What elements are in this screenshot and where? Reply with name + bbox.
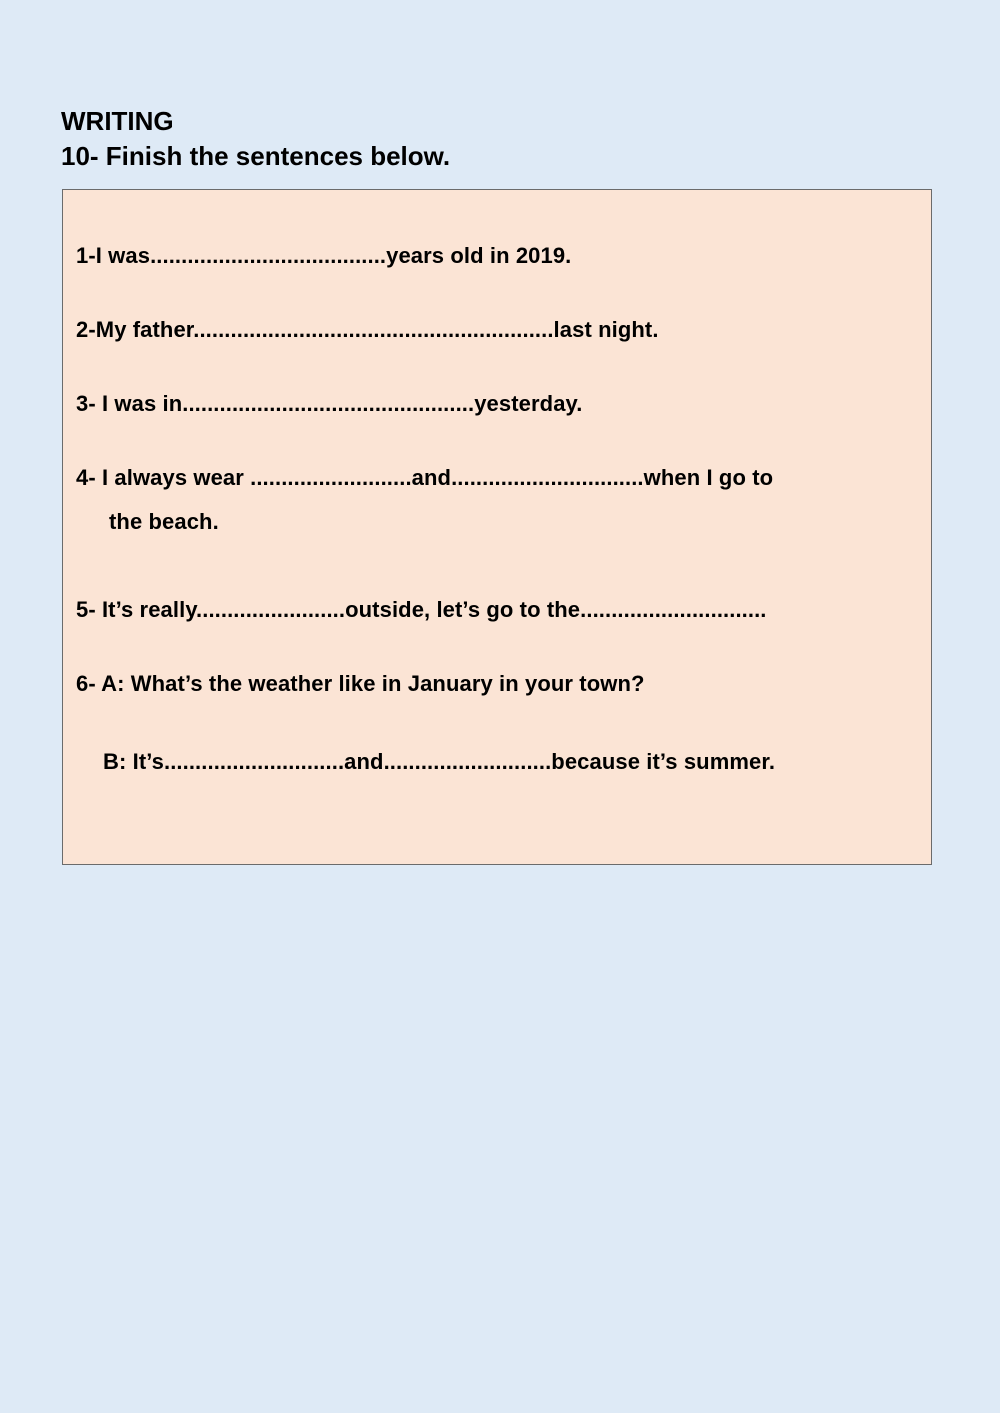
sentence-5: 5- It’s really........................outside, let’s go to the..............................: [76, 597, 767, 622]
sentence-4-continuation: the beach.: [109, 509, 219, 534]
sentence-3: 3- I was in...............................................yesterday.: [76, 391, 583, 416]
sentence-4: 4- I always wear ..........................and...............................when I go to: [76, 465, 774, 490]
exercise-box: [62, 189, 932, 865]
sentence-6-answer: B: It’s.............................and...........................because it’s summer.: [103, 749, 776, 774]
sentence-2: 2-My father..........................................................last night.: [76, 317, 659, 342]
sentence-1: 1-I was......................................years old in 2019.: [76, 243, 572, 268]
sentence-6-question: 6- A: What’s the weather like in January in your town?: [76, 671, 645, 696]
section-title: WRITING: [61, 106, 174, 136]
exercise-instruction: 10- Finish the sentences below.: [61, 141, 451, 171]
